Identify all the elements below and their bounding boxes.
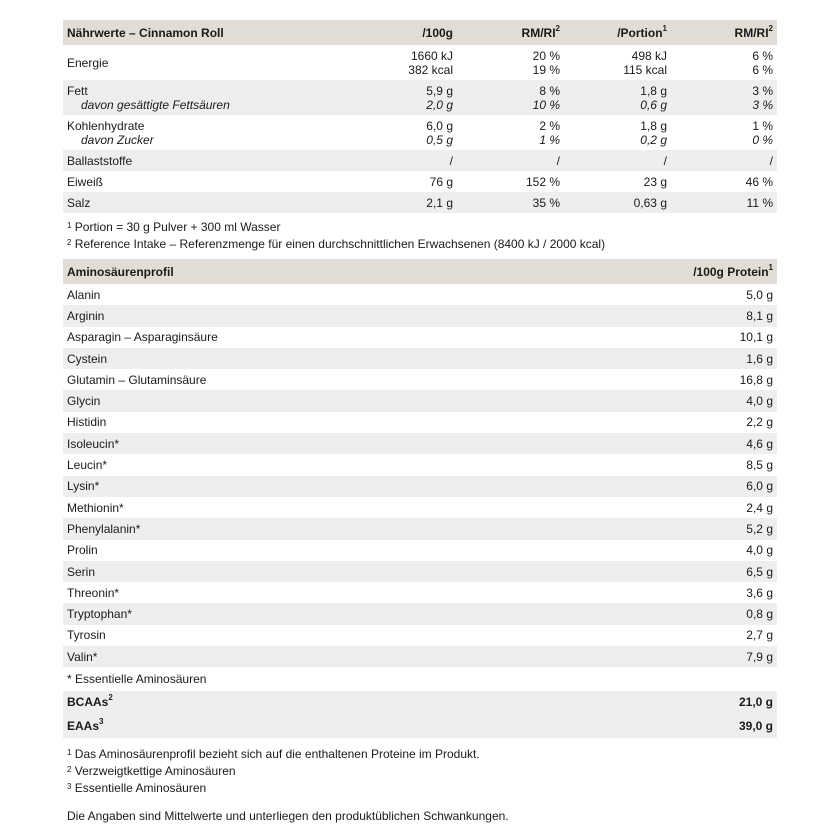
amino-row xyxy=(63,561,777,582)
cell-text: Fett xyxy=(67,83,88,98)
nutrient-label xyxy=(63,45,350,80)
amino-row xyxy=(63,454,777,475)
amino-row xyxy=(63,603,777,624)
nutrition-row xyxy=(63,45,777,80)
cell-text: 1660 kJ xyxy=(410,48,453,63)
cell-text: 1 % xyxy=(539,132,560,147)
cell-text: 1,8 g xyxy=(640,83,667,98)
footnote: $^3$ Essentielle Aminosäuren xyxy=(67,781,207,796)
nutrient-value xyxy=(350,192,457,213)
nutrition-row xyxy=(63,150,777,171)
cell-text: Kohlenhydrate xyxy=(67,118,145,133)
cell-text: Ballaststoffe xyxy=(67,153,133,168)
nutrient-value xyxy=(564,115,671,150)
cell-text: 0,6 g xyxy=(640,97,667,112)
amino-name: Serin xyxy=(63,561,663,582)
amino-value: 3,6 g xyxy=(746,585,773,600)
cell-text: 0,2 g xyxy=(640,132,667,147)
nutrient-value xyxy=(457,150,564,171)
amino-row xyxy=(63,582,777,603)
amino-row xyxy=(63,327,777,348)
nutrient-value xyxy=(350,150,457,171)
col-ri-100g: $RM/RI^2$ xyxy=(457,20,564,45)
essential-note: * Essentielle Aminosäuren xyxy=(67,672,207,687)
amino-name: Glutamin – Glutaminsäure xyxy=(67,372,207,387)
cell-text: 6 % xyxy=(752,62,773,77)
amino-row xyxy=(63,412,777,433)
amino-value: 4,6 g xyxy=(663,433,777,454)
nutrient-value xyxy=(457,45,564,80)
cell-text: 23 g xyxy=(643,174,667,189)
amino-row xyxy=(63,305,777,326)
amino-row xyxy=(63,497,777,518)
nutrition-row xyxy=(63,192,777,213)
amino-value: 5,2 g xyxy=(663,518,777,539)
nutrient-value xyxy=(671,171,777,192)
cell-text: 2,0 g xyxy=(426,97,453,112)
amino-value: 7,9 g xyxy=(663,646,777,667)
amino-value: 4,0 g xyxy=(746,543,773,558)
cell-text: 19 % xyxy=(532,62,560,77)
bcaas-value: 21,0 g xyxy=(663,691,777,713)
eaas-label: EAAs$^3$ xyxy=(63,713,663,738)
col-per-portion: /Portion$^1$ xyxy=(564,20,671,45)
footnote: $^2$ Verzweigtkettige Aminosäuren xyxy=(67,764,236,779)
nutrient-value xyxy=(671,150,777,171)
amino-row xyxy=(63,540,777,561)
amino-footnotes xyxy=(67,746,777,797)
nutrition-footnotes xyxy=(67,219,777,253)
cell-text: 8 % xyxy=(539,83,560,98)
amino-name: Alanin xyxy=(67,287,101,302)
nutrient-value xyxy=(671,192,777,213)
cell-text: 498 kJ xyxy=(631,48,667,63)
nutrient-value xyxy=(671,45,777,80)
cell-text: 6,0 g xyxy=(426,118,453,133)
amino-name: Threonin* xyxy=(67,585,120,600)
nutrient-value xyxy=(457,171,564,192)
nutrition-row xyxy=(63,171,777,192)
amino-name: Leucin* xyxy=(67,458,108,473)
nutrient-value xyxy=(564,171,671,192)
cell-text: 115 kcal xyxy=(623,62,667,77)
amino-value: 8,1 g xyxy=(663,305,777,326)
amino-title: Aminosäurenprofil xyxy=(63,259,663,284)
cell-text: 11 % xyxy=(746,195,773,210)
amino-name: Methionin* xyxy=(67,500,124,515)
nutrient-value xyxy=(350,115,457,150)
amino-name: Isoleucin* xyxy=(63,433,663,454)
nutrient-value xyxy=(457,115,564,150)
amino-value: 0,8 g xyxy=(663,603,777,624)
amino-value: 5,0 g xyxy=(746,287,773,302)
cell-text: 20 % xyxy=(532,48,560,63)
bcaas-label: BCAAs$^2$ xyxy=(63,691,663,713)
cell-text: 46 % xyxy=(745,174,773,189)
cell-text: 35 % xyxy=(532,195,560,210)
amino-name: Asparagin – Asparaginsäure xyxy=(67,330,218,345)
cell-text: 10 % xyxy=(532,97,560,112)
eaas-row xyxy=(63,713,777,738)
nutrient-value xyxy=(564,150,671,171)
amino-name: Phenylalanin* xyxy=(63,518,663,539)
amino-value: 16,8 g xyxy=(739,372,773,387)
amino-name: Tryptophan* xyxy=(63,603,663,624)
amino-row xyxy=(63,390,777,411)
nutrition-row xyxy=(63,80,777,115)
sub-label: davon Zucker xyxy=(81,132,154,147)
cell-text: Eiweiß xyxy=(67,174,104,189)
nutrient-value xyxy=(350,171,457,192)
nutrition-title: Nährwerte – Cinnamon Roll xyxy=(63,20,350,45)
amino-name: Arginin xyxy=(63,305,663,326)
amino-row xyxy=(63,433,777,454)
nutrient-value xyxy=(671,115,777,150)
nutrient-value xyxy=(564,45,671,80)
cell-text: 0 % xyxy=(752,132,773,147)
amino-value: 4,0 g xyxy=(663,390,777,411)
cell-text: 3 % xyxy=(752,83,773,98)
nutrient-value xyxy=(350,45,457,80)
cell-text: 6 % xyxy=(752,48,773,63)
cell-text: Salz xyxy=(67,195,91,210)
amino-value: 8,5 g xyxy=(746,458,773,473)
eaas-value: 39,0 g xyxy=(663,713,777,738)
nutrient-value xyxy=(457,192,564,213)
amino-name: Histidin xyxy=(67,415,107,430)
amino-name: Tyrosin xyxy=(67,628,106,643)
cell-text: 3 % xyxy=(752,97,773,112)
amino-value: 2,4 g xyxy=(746,500,773,515)
sub-label: davon gesättigte Fettsäuren xyxy=(81,97,230,112)
amino-row xyxy=(63,625,777,646)
cell-text: 1 % xyxy=(752,118,773,133)
amino-table xyxy=(63,259,777,738)
amino-row xyxy=(63,348,777,369)
amino-value: 1,6 g xyxy=(663,348,777,369)
nutrient-label xyxy=(63,115,350,150)
amino-value: 2,2 g xyxy=(746,415,773,430)
nutrition-document xyxy=(63,20,777,823)
col-per-100g: /100g xyxy=(350,20,457,45)
nutrient-value xyxy=(564,192,671,213)
cell-text: 2 % xyxy=(539,118,560,133)
cell-text: 0,5 g xyxy=(426,132,453,147)
amino-name: Glycin xyxy=(63,390,663,411)
cell-text: 0,63 g xyxy=(633,195,667,210)
nutrient-value xyxy=(564,80,671,115)
amino-col-header: /100g Protein$^1$ xyxy=(663,259,777,284)
amino-name: Prolin xyxy=(67,543,98,558)
cell-text: / xyxy=(556,153,560,168)
cell-text: 76 g xyxy=(429,174,453,189)
disclaimer-text: Die Angaben sind Mittelwerte und unterliegen den produktüblichen Schwankungen. xyxy=(67,809,509,824)
amino-name: Cystein xyxy=(63,348,663,369)
nutrient-label xyxy=(63,192,350,213)
amino-name: Lysin* xyxy=(63,476,663,497)
amino-name: Valin* xyxy=(63,646,663,667)
nutrient-label xyxy=(63,150,350,171)
cell-text: 5,9 g xyxy=(426,83,453,98)
footnote: $^1$ Das Aminosäurenprofil bezieht sich auf die enthaltenen Proteine im Produkt. xyxy=(67,747,480,762)
cell-text: 2,1 g xyxy=(426,195,453,210)
cell-text: Energie xyxy=(67,55,109,70)
footnote: $^1$ Portion = 30 g Pulver + 300 ml Wasser xyxy=(67,220,281,234)
cell-text: / xyxy=(769,153,773,168)
col-ri-portion: $RM/RI^2$ xyxy=(671,20,777,45)
amino-value: 6,0 g xyxy=(663,476,777,497)
amino-row xyxy=(63,284,777,305)
cell-text: 1,8 g xyxy=(640,118,667,133)
amino-row xyxy=(63,476,777,497)
amino-header-row xyxy=(63,259,777,284)
nutrient-value xyxy=(457,80,564,115)
amino-row xyxy=(63,646,777,667)
nutrient-label xyxy=(63,80,350,115)
cell-text: 152 % xyxy=(525,174,560,189)
nutrition-header-row xyxy=(63,20,777,45)
nutrient-value xyxy=(350,80,457,115)
nutrition-table xyxy=(63,20,777,213)
cell-text: 382 kcal xyxy=(408,62,453,77)
nutrient-label xyxy=(63,171,350,192)
essential-note-row xyxy=(63,667,777,691)
nutrition-row xyxy=(63,115,777,150)
bcaas-row xyxy=(63,691,777,713)
cell-text: / xyxy=(663,153,667,168)
amino-row xyxy=(63,369,777,390)
amino-value: 6,5 g xyxy=(663,561,777,582)
cell-text: / xyxy=(449,153,453,168)
amino-value: 10,1 g xyxy=(739,330,773,345)
amino-row xyxy=(63,518,777,539)
footnote: $^2$ Reference Intake – Referenzmenge für einen durchschnittlichen Erwachsenen (8400 kJ / 2000 kcal) xyxy=(67,237,606,251)
amino-value: 2,7 g xyxy=(746,628,773,643)
nutrient-value xyxy=(671,80,777,115)
